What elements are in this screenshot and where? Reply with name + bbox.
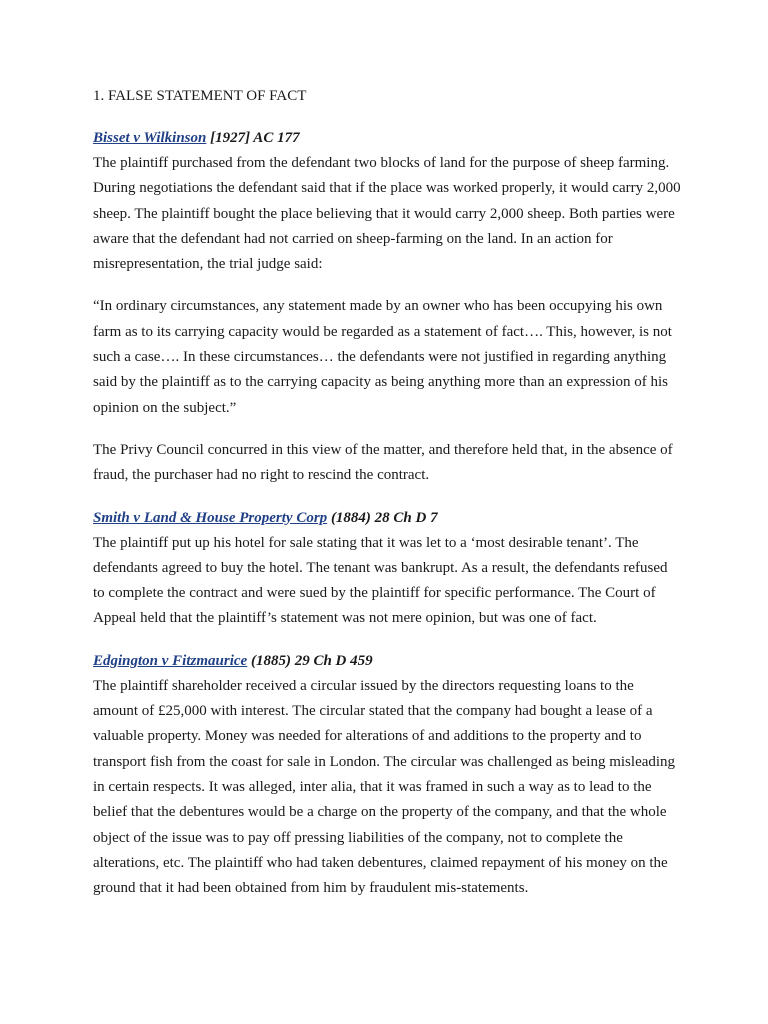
case-quotation: “In ordinary circumstances, any statement made by an owner who has been occupying his own farm as to its carrying capacity would be regarded as a statement of fact…. This, however, is not such a case…. In these circumstances… the defendants were not justified in regarding anything said by the plaintiff as to the carrying capacity as being anything more than an expression of his opinion on the subject.”	[93, 298, 672, 416]
case-paragraph: The Privy Council concurred in this view of the matter, and therefore held that, in the absence of fraud, the purchaser had no right to rescind the contract.	[93, 441, 673, 484]
document-page	[93, 84, 681, 918]
case-link-bisset-v-wilkinson[interactable]: Bisset v Wilkinson	[93, 130, 207, 146]
case-bisset-v-wilkinson	[93, 126, 681, 489]
case-smith-v-land-house	[93, 506, 681, 632]
case-title	[93, 649, 681, 674]
case-paragraph: The plaintiff put up his hotel for sale stating that it was let to a ‘most desirable tenant’. The defendants agreed to buy the hotel. The tenant was bankrupt. As a result, the defendants refused to complete the contract and were sued by the plaintiff for specific performance. The Court of Appeal held that the plaintiff’s statement was not mere opinion, but was one of fact.	[93, 534, 668, 627]
case-citation: (1885) 29 Ch D 459	[250, 652, 373, 669]
case-edgington-v-fitzmaurice	[93, 649, 681, 902]
case-citation: [1927] AC 177	[210, 130, 300, 146]
case-paragraph: The plaintiff purchased from the defendant two blocks of land for the purpose of sheep farming. During negotiations the defendant said that if the place was worked properly, it would carry 2,000 sheep. The plaintiff bought the place believing that it would carry 2,000 sheep. Both parties were aware that the defendant had not carried on sheep-farming on the land. In an action for misrepresentation, the trial judge said:	[93, 155, 681, 273]
case-paragraph: The plaintiff shareholder received a circular issued by the directors requesting loans to the amount of £25,000 with interest. The circular stated that the company had bought a lease of a valuable property. Money was needed for alterations of and additions to the property and to transport fish from the coast for sale in London. The circular was challenged as being misleading in certain respects. It was alleged, inter alia, that it was framed in such a way as to lead to the belief that the debentures would be a charge on the property of the company, and that the whole object of the issue was to pay off pressing liabilities of the company, not to complete the alterations, etc. The plaintiff who had taken debentures, claimed repayment of his money on the ground that it had been obtained from him by fraudulent mis-statements.	[93, 677, 676, 897]
case-title	[93, 126, 681, 151]
case-title	[93, 506, 681, 531]
case-citation: (1884) 28 Ch D 7	[330, 509, 438, 526]
case-link-smith-v-land-house-property-corp[interactable]: Smith v Land & House Property Corp	[93, 509, 328, 526]
case-link-edgington-v-fitzmaurice[interactable]: Edgington v Fitzmaurice	[93, 652, 248, 669]
section-heading: 1. FALSE STATEMENT OF FACT	[93, 88, 307, 104]
